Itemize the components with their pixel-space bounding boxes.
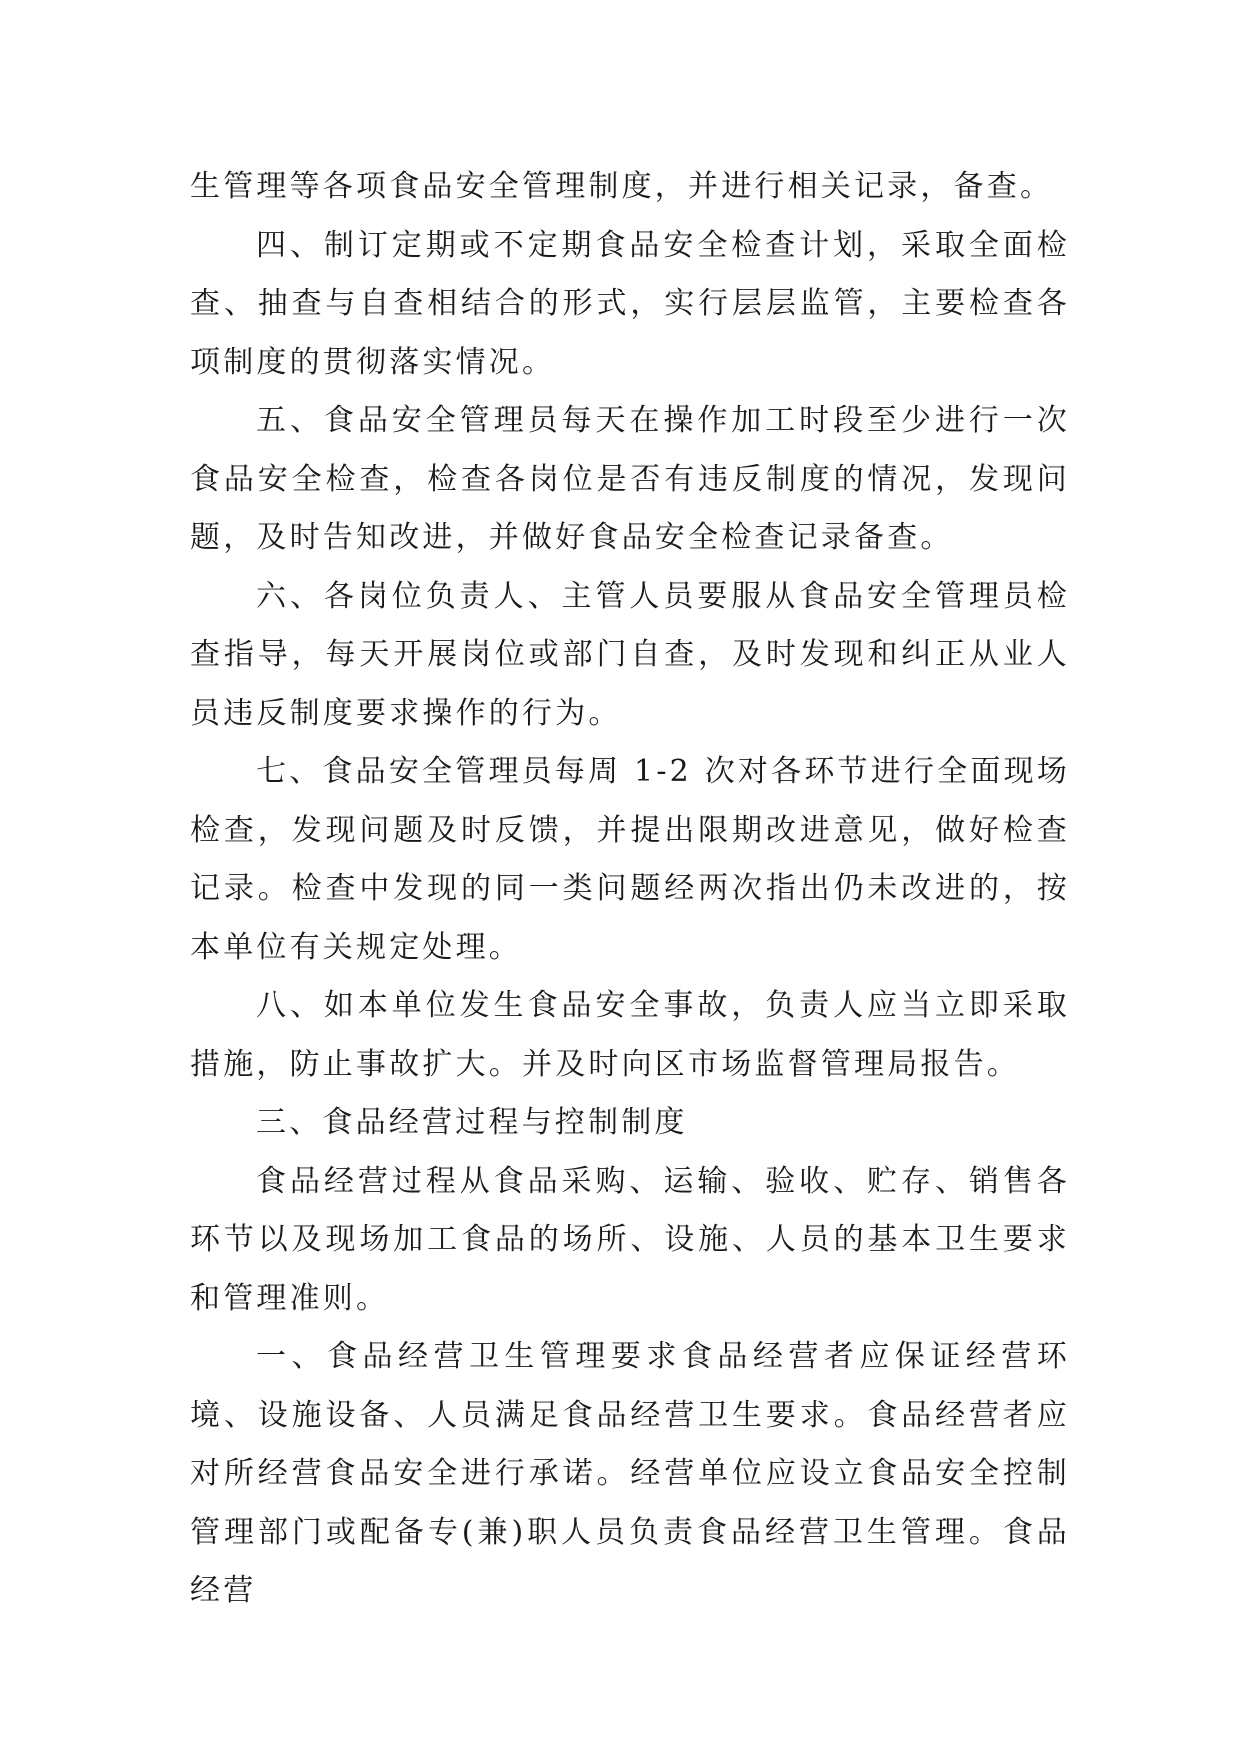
paragraph-3: 五、食品安全管理员每天在操作加工时段至少进行一次食品安全检查，检查各岗位是否有违反制度的情况，发现问题，及时告知改进，并做好食品安全检查记录备查。 bbox=[190, 403, 1070, 555]
paragraph-5: 七、食品安全管理员每周 1-2 次对各环节进行全面现场检查，发现问题及时反馈，并提出限期改进意见，做好检查记录。检查中发现的同一类问题经两次指出仍未改进的，按本单位有关规定处理。 bbox=[190, 754, 1070, 965]
paragraph-6: 八、如本单位发生食品安全事故，负责人应当立即采取措施，防止事故扩大。并及时向区市场监督管理局报告。 bbox=[190, 988, 1070, 1082]
document-body bbox=[190, 158, 1070, 1621]
paragraph-1: 生管理等各项食品安全管理制度，并进行相关记录，备查。 bbox=[190, 169, 1054, 204]
paragraph-7: 食品经营过程从食品采购、运输、验收、贮存、销售各环节以及现场加工食品的场所、设施、人员的基本卫生要求和管理准则。 bbox=[190, 1163, 1070, 1316]
section-heading: 三、食品经营过程与控制制度 bbox=[256, 1105, 688, 1140]
paragraph-2: 四、制订定期或不定期食品安全检查计划，采取全面检查、抽查与自查相结合的形式，实行层层监管，主要检查各项制度的贯彻落实情况。 bbox=[190, 227, 1070, 380]
paragraph-8: 一、食品经营卫生管理要求食品经营者应保证经营环境、设施设备、人员满足食品经营卫生要求。食品经营者应对所经营食品安全进行承诺。经营单位应设立食品安全控制管理部门或配备专(兼)职人员负责食品经营卫生管理。食品经营 bbox=[190, 1339, 1070, 1608]
paragraph-4: 六、各岗位负责人、主管人员要服从食品安全管理员检查指导，每天开展岗位或部门自查，及时发现和纠正从业人员违反制度要求操作的行为。 bbox=[190, 578, 1070, 731]
